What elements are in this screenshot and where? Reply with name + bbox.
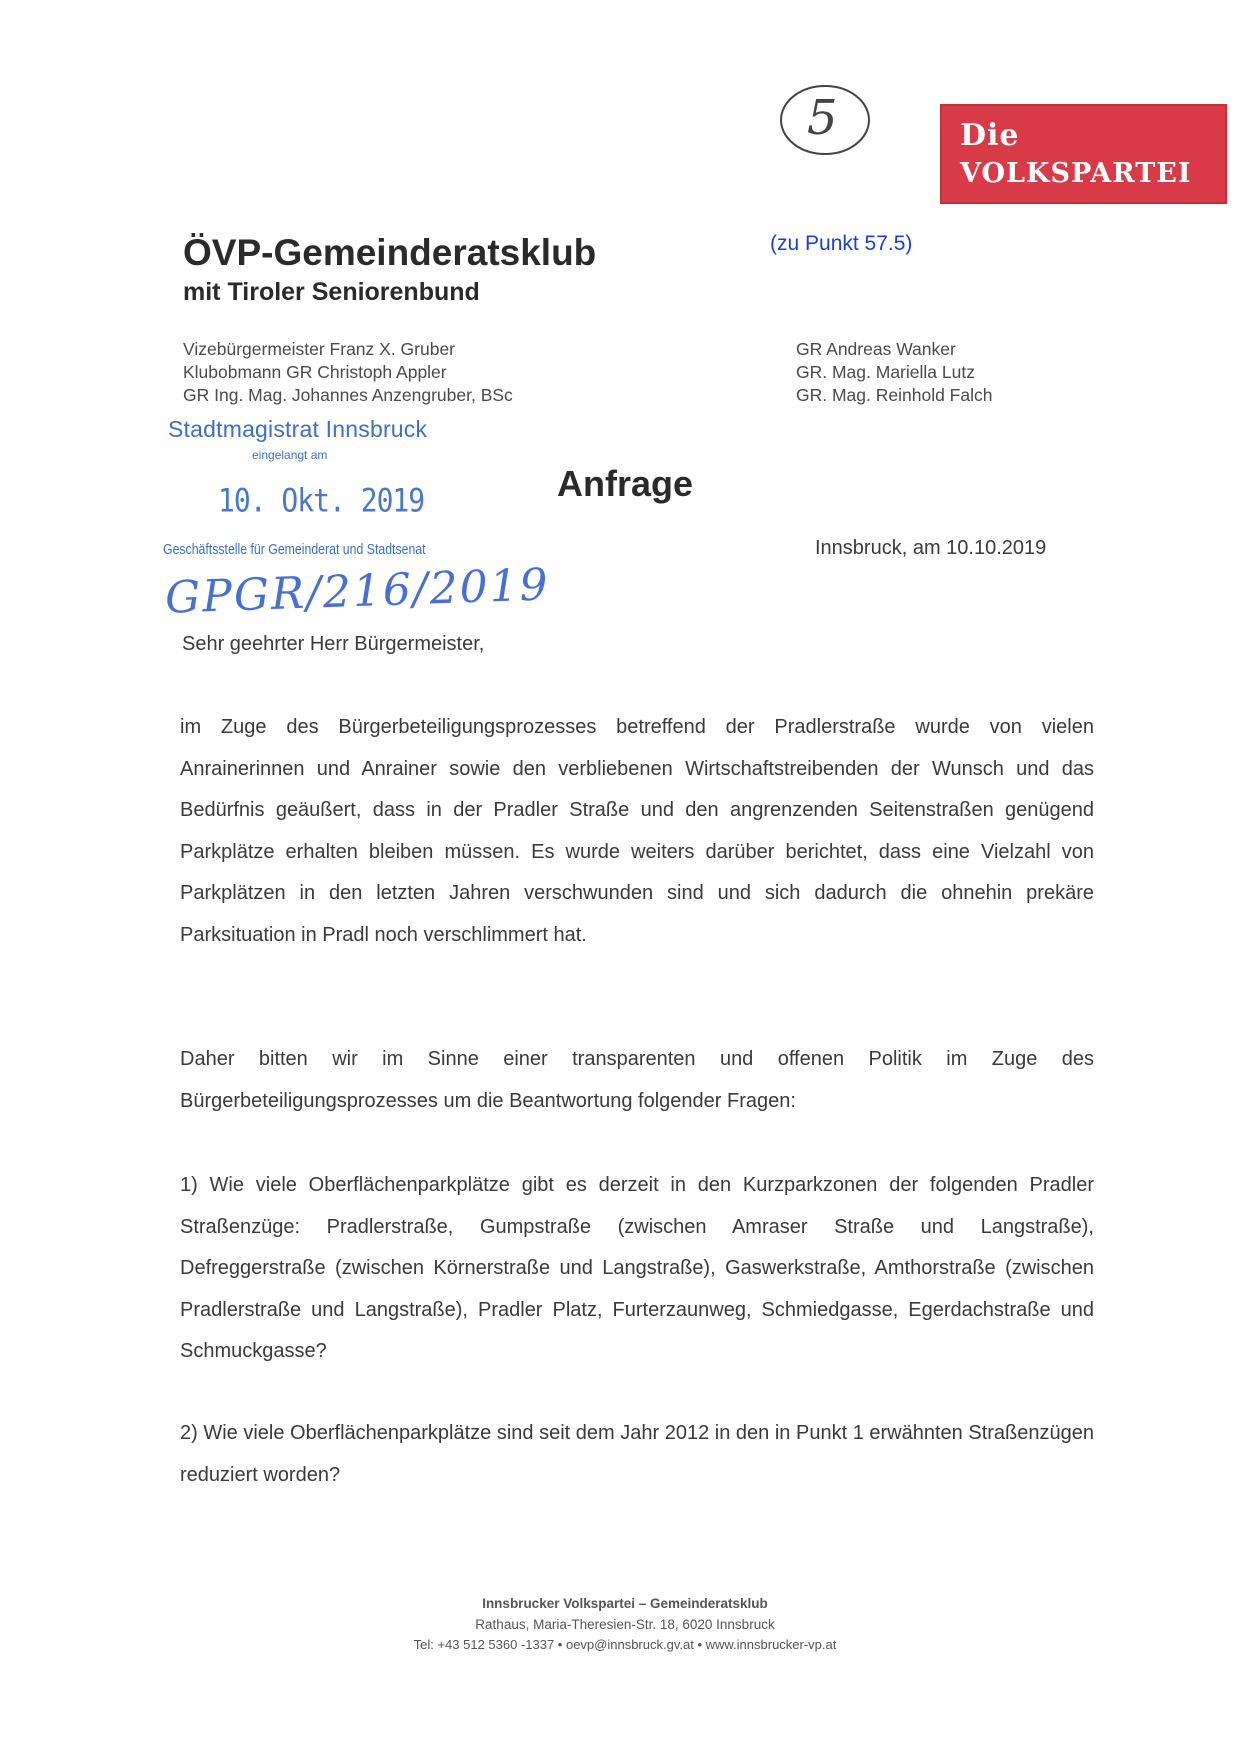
document-type-heading: Anfrage — [557, 463, 694, 504]
footer-organization: Innsbrucker Volkspartei – Gemeinderatsklub — [482, 1596, 768, 1611]
members-left-list — [183, 338, 513, 407]
footer-contact: Tel: +43 512 5360 -1337 • oevp@innsbruck.gv.at • www.innsbrucker-vp.at — [413, 1637, 837, 1652]
body-paragraph-intro: im Zuge des Bürgerbeteiligungsprozesses betreffend der Pradlerstraße wurde von vielen Anrainerinnen und Anrainer sowie den verbliebenen Wirtschaftstreibenden der Wunsch und das Bedürfnis geäußert, dass in der Pradler Straße und den angrenzenden Seitenstraßen genügend Parkplätze erhalten bleiben müssen. Es wurde weiters darüber berichtet, dass eine Vielzahl von Parkplätzen in den letzten Jahren verschwunden sind und sich dadurch die ohnehin prekäre Parksituation in Pradl noch verschlimmert hat. — [180, 716, 1094, 946]
member-name: Vizebürgermeister Franz X. Gruber — [183, 339, 456, 359]
party-logo — [940, 104, 1227, 204]
stamp-authority: Stadtmagistrat Innsbruck — [168, 416, 428, 442]
handwritten-circle-mark — [775, 80, 875, 160]
question-1: 1) Wie viele Oberflächenparkplätze gibt es derzeit in den Kurzparkzonen der folgenden Pradler Straßenzüge: Pradlerstraße, Gumpstraße (zwischen Amraser Straße und Langstraße), Defreggerstraße (zwischen Körnerstraße und Langstraße), Gaswerkstraße, Amthorstraße (zwischen Pradlerstraße und Langstraße), Pradler Platz, Furterzaunweg, Schmiedgasse, Egerdachstraße und Schmuckgasse? — [180, 1174, 1094, 1362]
member-name: GR Andreas Wanker — [796, 339, 956, 359]
body-paragraph-request: Daher bitten wir im Sinne einer transparenten und offenen Politik im Zuge des Bürgerbeteiligungsprozesses um die Beantwortung folgender Fragen: — [180, 1048, 1094, 1112]
club-title: ÖVP-Gemeinderatsklub — [183, 232, 597, 273]
stamp-date: 10. Okt. 2019 — [218, 481, 425, 520]
question-2: 2) Wie viele Oberflächenparkplätze sind seit dem Jahr 2012 in den in Punkt 1 erwähnten Straßenzügen reduziert worden? — [180, 1422, 1094, 1486]
agenda-item-note: (zu Punkt 57.5) — [770, 232, 913, 255]
stamp-received-label: eingelangt am — [252, 448, 328, 462]
stamp-office: Geschäftsstelle für Gemeinderat und Stadtsenat — [163, 541, 426, 558]
members-right-list — [796, 338, 992, 407]
salutation: Sehr geehrter Herr Bürgermeister, — [182, 633, 485, 655]
handwritten-reference-number: GPGR/216/2019 — [164, 559, 551, 624]
logo-line-volkspartei: VOLKSPARTEI — [960, 158, 1192, 189]
member-name: GR Ing. Mag. Johannes Anzengruber, BSc — [183, 385, 513, 405]
place-and-date: Innsbruck, am 10.10.2019 — [815, 537, 1047, 559]
member-name: GR. Mag. Reinhold Falch — [796, 385, 993, 405]
footer-address: Rathaus, Maria-Theresien-Str. 18, 6020 Innsbruck — [475, 1617, 775, 1632]
member-name: Klubobmann GR Christoph Appler — [183, 362, 447, 382]
club-subtitle: mit Tiroler Seniorenbund — [183, 278, 480, 306]
circle-mark-number: 5 — [807, 90, 838, 146]
logo-line-die: Die — [960, 118, 1020, 153]
member-name: GR. Mag. Mariella Lutz — [796, 362, 975, 382]
